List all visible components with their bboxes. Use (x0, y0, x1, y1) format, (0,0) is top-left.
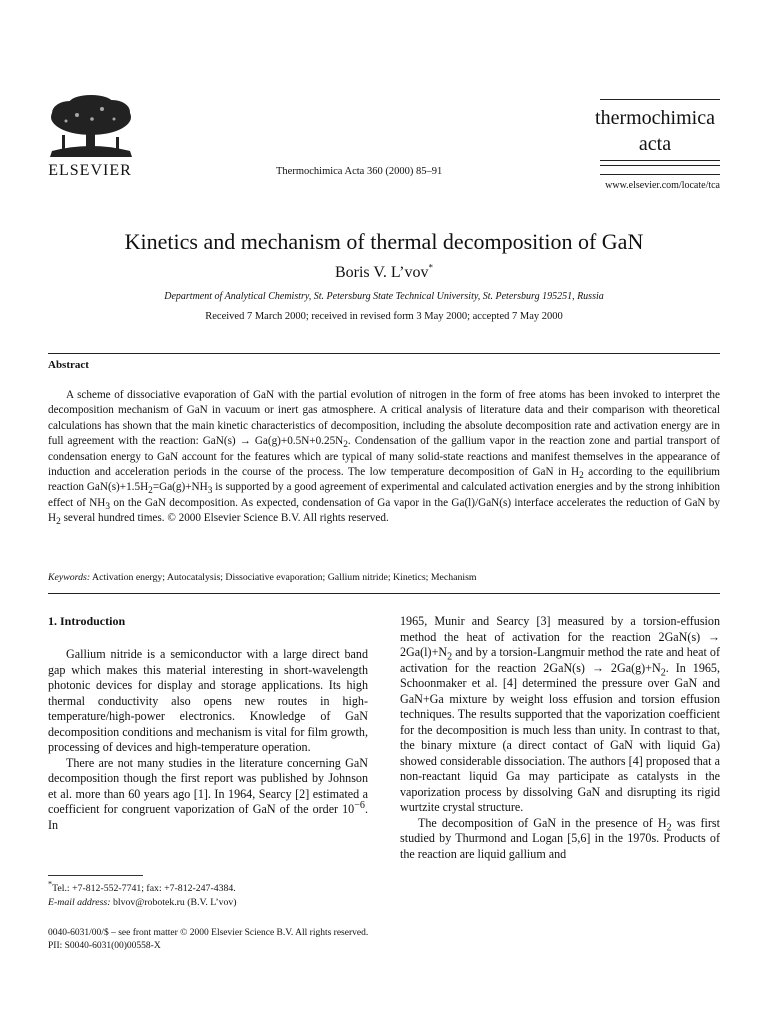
paragraph (400, 816, 720, 863)
subscript: 3 (207, 486, 213, 497)
journal-rule-top (600, 99, 720, 100)
journal-rule-mid2 (600, 165, 720, 166)
author-footnote-mark: * (428, 262, 433, 273)
journal-url[interactable]: www.elsevier.com/locate/tca (605, 180, 720, 191)
subscript: 2 (56, 517, 61, 528)
abstract-text: according to the equilibrium reaction GaN(s)+1.5H (48, 466, 720, 494)
footnote-phone: Tel.: +7-812-552-7741; fax: +7-812-247-4384. (52, 883, 236, 894)
abstract-rule-top (48, 353, 720, 354)
abstract-text: on the GaN decomposition. As expected, condensation of Ga vapor in the Ga(l)/GaN(s) interface accelerates the reduction of GaN by H (48, 496, 720, 525)
right-column (400, 614, 720, 862)
subscript: 2 (579, 471, 584, 482)
email-address[interactable]: blvov@robotek.ru (B.V. L’vov) (112, 897, 237, 908)
paragraph-text: 1965, Munir and Searcy [3] measured by a torsion-effusion method the heat of activation for the reaction 2GaN(s) → 2Ga(l)+N (400, 614, 720, 659)
paragraph-text: . In (48, 802, 368, 832)
abstract-text: is supported by a good agreement of experimental and calculated activation energies and by the strong inhibition effect of NH (48, 481, 720, 509)
journal-citation: Thermochimica Acta 360 (2000) 85–91 (276, 166, 443, 177)
keywords (48, 572, 728, 583)
footnote-rule (48, 875, 143, 876)
keywords-text: Activation energy; Autocatalysis; Dissociative evaporation; Gallium nitride; Kinetics; Mechanism (92, 572, 477, 583)
section-heading-introduction: 1. Introduction (48, 614, 126, 628)
paragraph (400, 614, 720, 816)
email-label: E-mail address: (48, 897, 111, 908)
subscript: 2 (447, 651, 453, 663)
abstract-text: A scheme of dissociative evaporation of GaN with the partial evolution of nitrogen in the form of free atoms has been invoked to interpret the decomposition mechanism of GaN in vacuum or inert gas atmosphere. A critical analysis of literature data and their comparison with theoretical calculations has shown that the main kinetic characteristics of decomposition, including the absolute decomposition rate and activation energy are in full agreement with the reaction: GaN(s) → Ga(g)+0.5N+0.25N (48, 389, 720, 448)
left-column (48, 647, 368, 833)
paragraph-text: was first studied by Thurmond and Logan [5,6] in the 1970s. Products of the reaction are liquid gallium and (400, 815, 720, 861)
affiliation: Department of Analytical Chemistry, St. Petersburg State Technical University, St. Petersburg 195251, Russia (164, 291, 604, 302)
abstract-text: =Ga(g)+NH (152, 481, 208, 494)
pii-line: PII: S0040-6031(00)00558-X (48, 941, 161, 951)
abstract-text: . Condensation of the gallium vapor in the reaction zone and partial transport of condensation energy to GaN account for the features which are typical of many solid-state reactions and manifest themselves in the appearance of induction and acceleration periods in the course of the process. The low temperature decomposition of GaN in H (48, 435, 721, 479)
keywords-label: Keywords: (48, 572, 91, 583)
author-line (0, 264, 768, 282)
abstract-text: several hundred times. © 2000 Elsevier Science B.V. All rights reserved. (60, 512, 389, 525)
paragraph: Gallium nitride is a semiconductor with a large direct band gap which makes this material interesting in short-wavelength photonic devices for display and storage applications. Its high thermal conductivity also opens new routes in high-temperature/high-power electronics. Knowledge of GaN decomposition conditions and mechanism is vital for film growth, processing of devices and high-temperature operation. (48, 647, 368, 754)
elsevier-tree-logo (42, 95, 140, 161)
paragraph-text: The decomposition of GaN in the presence of H (418, 815, 667, 830)
received-dates: Received 7 March 2000; received in revised form 3 May 2000; accepted 7 May 2000 (205, 311, 563, 322)
footnote-email-line (48, 896, 237, 910)
front-matter-info (48, 927, 368, 953)
publisher-name: ELSEVIER (48, 162, 132, 179)
article-title: Kinetics and mechanism of thermal decomposition of GaN (124, 229, 644, 254)
journal-rule-mid1 (600, 160, 720, 161)
keywords-rule (48, 593, 720, 594)
author-footnote (48, 879, 237, 910)
paragraph-text: and by a torsion-Langmuir method the rate and heat of activation for the reaction 2GaN(s) → 2Ga(g)+N (400, 645, 720, 675)
subscript: 2 (660, 666, 666, 678)
footnote-mark: * (48, 879, 53, 889)
author-name: Boris V. L’vov (334, 264, 429, 281)
subscript: 2 (148, 486, 153, 497)
subscript: 2 (343, 440, 348, 451)
journal-title-line2: acta (638, 133, 672, 155)
journal-title-line1: thermochimica (595, 107, 715, 129)
copyright-line: 0040-6031/00/$ – see front matter © 2000 Elsevier Science B.V. All rights reserved. (48, 928, 369, 938)
superscript: −6 (354, 799, 365, 811)
paragraph (48, 756, 368, 834)
paragraph-text: . In 1965, Schoonmaker et al. [4] determined the pressure over GaN and GaN+Ga mixture by weight loss effusion and torsion effusion techniques. The results supported that the vaporization coefficient for the decomposition is much less than unity. In contrast to that, the binary mixture (a direct contact of GaN with liquid Ga) showed considerable dissociation. The authors [4] proposed that a non-reactant liquid Ga may participate as catalysts in the vaporization process by dissolving GaN and disrupting its rigid wurtzite crystal structure. (400, 660, 721, 814)
paragraph-text: There are not many studies in the literature concerning GaN decomposition though the first report was published by Johnson et al. more than 60 years ago [1]. In 1964, Searcy [2] estimated a coefficient for congruent vaporization of GaN of the order 10 (48, 755, 368, 816)
subscript: 3 (105, 502, 111, 513)
journal-title (590, 105, 720, 157)
abstract-body (48, 388, 720, 527)
abstract-heading: Abstract (48, 359, 89, 371)
journal-rule-bottom (600, 174, 720, 175)
footnote-contact (48, 879, 237, 896)
subscript: 2 (666, 821, 672, 833)
